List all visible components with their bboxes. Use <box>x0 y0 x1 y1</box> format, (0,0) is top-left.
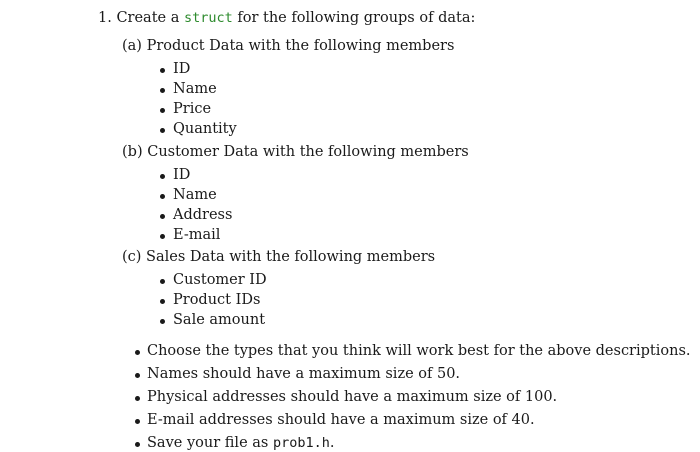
member-item: Product IDs <box>173 292 261 308</box>
bullet-icon <box>160 299 165 304</box>
bullet-icon <box>160 128 165 133</box>
bullet-icon <box>160 88 165 93</box>
member-item: ID <box>173 61 191 77</box>
part-label: (b) <box>122 144 143 160</box>
bullet-icon <box>160 108 165 113</box>
note-item: E-mail addresses should have a maximum size of 40. <box>147 412 535 428</box>
bullet-icon <box>135 373 140 378</box>
member-item: ID <box>173 167 191 183</box>
member-item: Customer ID <box>173 272 267 288</box>
bullet-icon <box>160 279 165 284</box>
problem-intro-before: Create a <box>116 10 180 26</box>
member-item: E-mail <box>173 227 221 243</box>
problem-number: 1. <box>98 10 112 26</box>
bullet-icon <box>160 174 165 179</box>
part-title: Customer Data with the following members <box>147 144 469 160</box>
bullet-icon <box>135 396 140 401</box>
save-note-period: . <box>329 435 335 451</box>
bullet-icon <box>135 442 140 447</box>
struct-keyword: struct <box>183 10 233 26</box>
part-b-heading <box>122 143 469 161</box>
member-item: Sale amount <box>173 312 266 328</box>
part-label: (c) <box>122 249 142 265</box>
member-item: Price <box>173 101 212 117</box>
bullet-icon <box>160 234 165 239</box>
bullet-icon <box>160 68 165 73</box>
bullet-icon <box>160 214 165 219</box>
member-item: Name <box>173 81 217 97</box>
problem-intro-after: for the following groups of data: <box>237 10 476 26</box>
save-note <box>147 434 334 452</box>
save-note-text: Save your file as <box>147 435 269 451</box>
note-item: Choose the types that you think will work best for the above descriptions. <box>147 343 691 359</box>
part-title: Sales Data with the following members <box>146 249 436 265</box>
problem-heading <box>98 9 475 27</box>
bullet-icon <box>160 319 165 324</box>
part-label: (a) <box>122 38 142 54</box>
member-item: Address <box>173 207 233 223</box>
member-item: Name <box>173 187 217 203</box>
bullet-icon <box>135 350 140 355</box>
bullet-icon <box>135 419 140 424</box>
note-item: Names should have a maximum size of 50. <box>147 366 461 382</box>
bullet-icon <box>160 194 165 199</box>
part-title: Product Data with the following members <box>146 38 455 54</box>
filename-code: prob1.h <box>272 435 330 451</box>
part-a-heading <box>122 37 454 55</box>
note-item: Physical addresses should have a maximum size of 100. <box>147 389 558 405</box>
part-c-heading <box>122 248 435 266</box>
member-item: Quantity <box>173 121 237 137</box>
